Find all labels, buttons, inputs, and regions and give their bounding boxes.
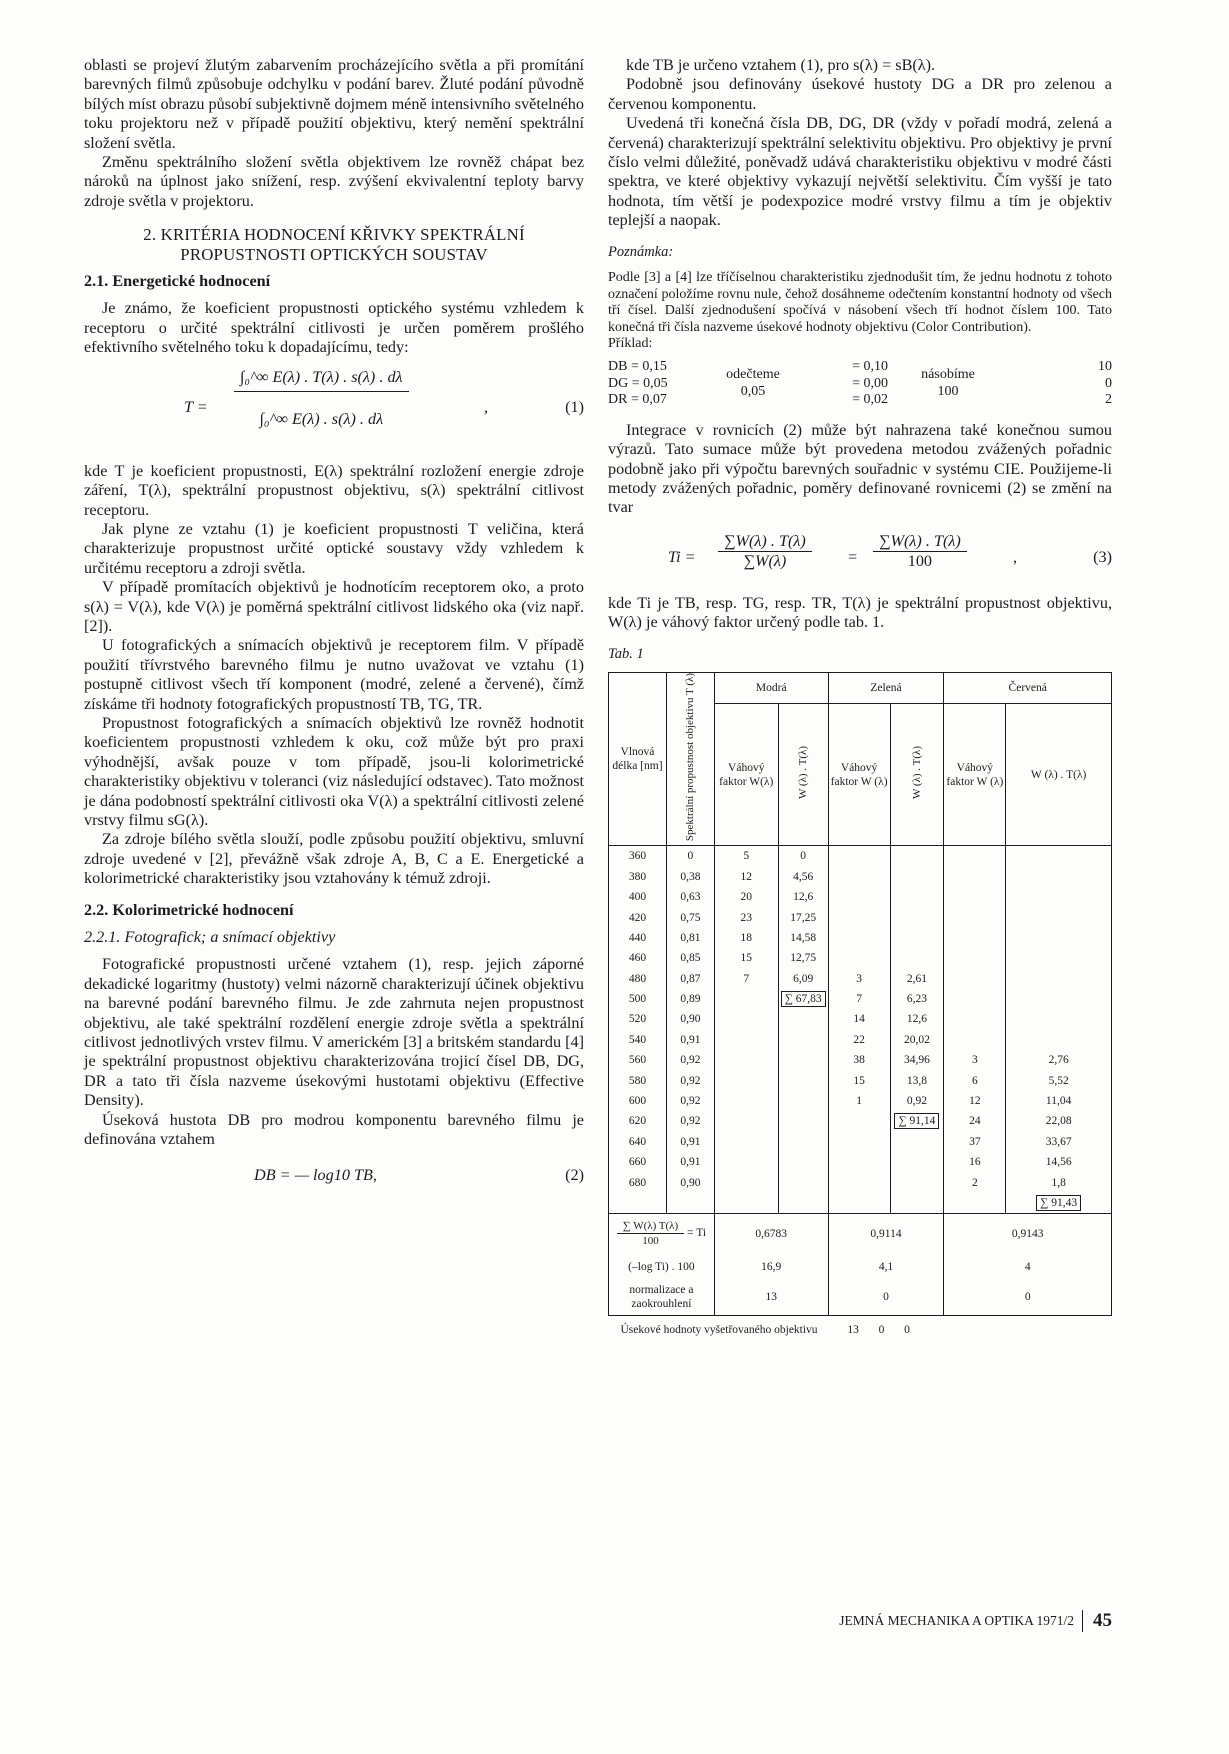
example-results xyxy=(998,359,1112,409)
sum-numerator: ∑ W(λ) T(λ) xyxy=(617,1219,684,1234)
table-cell xyxy=(944,928,1006,948)
table-cell xyxy=(778,1030,828,1050)
table-row xyxy=(609,907,1112,927)
paragraph: kde T je koeficient propustnosti, E(λ) spektrální rozložení energie zdroje záření, T(λ), spektrální propustnost objektivu, s(λ) spektrální citlivost receptoru. xyxy=(84,461,584,519)
table-cell xyxy=(828,887,890,907)
table-row xyxy=(609,1070,1112,1090)
table-cell xyxy=(828,1132,890,1152)
table-cell: 7 xyxy=(714,969,778,989)
paragraph: Uvedená tři konečná čísla DB, DG, DR (vždy v pořadí modrá, zelená a červená) charakterizují spektrální selektivitu objektivu. Pro objektivy je první číslo velmi důležité, poněvadž udává charakteristiku objektivu v modré části spektra, ve které objektivy vykazují největší selektivitu. Čím vyšší je tato hodnota, tím větší je podexpozice modré vrstvy filmu a tím je objektiv teplejší a naopak. xyxy=(608,114,1112,230)
table-cell xyxy=(890,928,944,948)
table-label: Tab. 1 xyxy=(608,645,644,662)
table-cell xyxy=(890,1172,944,1192)
subsubsection-heading: 2.2.1. Fotografick; a snímací objektivy xyxy=(84,928,336,947)
table-cell: 0,89 xyxy=(666,989,714,1009)
table-cell: 6,23 xyxy=(890,989,944,1009)
table-cell xyxy=(944,1009,1006,1029)
table-cell: 440 xyxy=(609,928,667,948)
paragraph: Změnu spektrálního složení světla objektivem lze rovněž chápat bez nároků na úplnost jako snížení, resp. zvýšení ekvivalentní teploty barvy zdroje světla v projektoru. xyxy=(84,153,584,210)
table-cell: 11,04 xyxy=(1006,1091,1112,1111)
table-cell: 2,76 xyxy=(1006,1050,1112,1070)
table-cell xyxy=(778,1193,828,1214)
table-cell: 12,75 xyxy=(778,948,828,968)
norm-value: 13 xyxy=(714,1280,828,1316)
equation-denominator: ∫₀^∞ E(λ) . s(λ) . dλ xyxy=(259,410,384,429)
data-table xyxy=(608,672,1112,1344)
example-value: 2 xyxy=(1105,392,1112,408)
table-cell xyxy=(778,1172,828,1192)
table-cell: 1 xyxy=(828,1091,890,1111)
table-cell xyxy=(828,1193,890,1214)
table-row xyxy=(609,1030,1112,1050)
table-cell: 23 xyxy=(714,907,778,927)
table-cell xyxy=(714,1009,778,1029)
equation-1 xyxy=(84,364,584,456)
table-cell xyxy=(1006,907,1112,927)
table-cell xyxy=(890,846,944,867)
table-cell: 0,92 xyxy=(666,1111,714,1131)
equation-lhs: Ti = xyxy=(668,547,696,566)
table-cell xyxy=(890,867,944,887)
paragraph: Propustnost fotografických a snímacích objektivů lze rovněž hodnotit koeficientem propustnosti vzhledem k oku, což může být pro praxi výhodnější, avšak pouze v tom případě, jsou-li kolorimetrické charakteristiky objektivu v toleranci (viz následující odstavec). Tato možnost je dána podobností spektrální citlivosti oka V(λ) a spektrální citlivosti zelené vrstvy filmu sG(λ). xyxy=(84,713,584,829)
group-header: Červená xyxy=(944,673,1112,704)
table-row xyxy=(609,846,1112,867)
table-cell xyxy=(944,948,1006,968)
table-cell xyxy=(890,948,944,968)
page-number: 45 xyxy=(1082,1610,1112,1632)
table-cell: 14,56 xyxy=(1006,1152,1112,1172)
example-value: = 0,00 xyxy=(852,375,888,391)
table-cell: 20 xyxy=(714,887,778,907)
table-cell: 3 xyxy=(944,1050,1006,1070)
example-multiply xyxy=(898,359,998,409)
table-cell xyxy=(890,887,944,907)
example-block xyxy=(608,359,1112,409)
column-header: Vlnová délka [nm] xyxy=(609,673,667,846)
table-row xyxy=(609,928,1112,948)
column-header xyxy=(778,704,828,846)
example-value: 0 xyxy=(1105,375,1112,391)
table-cell: 0,92 xyxy=(666,1091,714,1111)
equation-equals: = xyxy=(848,547,858,566)
table-cell: 5,52 xyxy=(1006,1070,1112,1090)
final-value: 0 xyxy=(904,1323,910,1336)
norm-value: 0 xyxy=(944,1280,1112,1316)
table-cell: 580 xyxy=(609,1070,667,1090)
table-row xyxy=(609,969,1112,989)
table-row xyxy=(609,887,1112,907)
table-cell xyxy=(778,1132,828,1152)
equation-number: (3) xyxy=(1093,547,1112,566)
example-value: = 0,10 xyxy=(852,359,888,375)
equation-numerator: ∑W(λ) . T(λ) xyxy=(718,532,812,552)
table-cell: 540 xyxy=(609,1030,667,1050)
final-value: 0 xyxy=(878,1323,885,1336)
sum-denominator: 100 xyxy=(642,1235,659,1248)
table-cell xyxy=(1006,887,1112,907)
paragraph: Fotografické propustnosti určené vztahem (1), resp. jejich záporné dekadické logaritmy (hustoty) velmi názorně charakterizují účinek objektivu na barevné podání barevného filmu. Je zde zahrnuta nejen propustnost objektivu, ale také spektrální rozdělení energie zdroje světla a spektrální citlivost jednotlivých vrstev filmu. V americkém [3] a britském standardu [4] je spektrální propustnost objektivu charakterizována trojicí čísel DB, DG, DR a tato tři čísla nazveme úsekovými hustotami objektivu (Effective Density). xyxy=(84,955,584,1110)
table-cell xyxy=(890,907,944,927)
equation-comma: , xyxy=(1013,547,1018,566)
example-value: DR = 0,07 xyxy=(608,392,667,408)
table-cell: 500 xyxy=(609,989,667,1009)
paragraph: Jak plyne ze vztahu (1) je koeficient propustnosti T veličina, která charakterizuje propustnost určité optické soustavy vždy vzhledem k určitému receptoru a zdroji světla. xyxy=(84,519,584,577)
table-row xyxy=(609,1152,1112,1172)
table-cell: 600 xyxy=(609,1091,667,1111)
column-header-text: W (λ) . T(λ) xyxy=(910,746,923,800)
table-cell: 620 xyxy=(609,1111,667,1131)
table-row xyxy=(609,1091,1112,1111)
equation-numerator: ∑W(λ) . T(λ) xyxy=(873,532,967,552)
table-cell xyxy=(890,1132,944,1152)
table-cell: 460 xyxy=(609,948,667,968)
table-cell: 14,58 xyxy=(778,928,828,948)
table-cell xyxy=(944,846,1006,867)
table-row xyxy=(609,989,1112,1009)
table-cell xyxy=(714,1050,778,1070)
table-cell xyxy=(1006,969,1112,989)
paragraph: Podobně jsou definovány úsekové hustoty DG a DR pro zelenou a červenou komponentu. xyxy=(608,75,1112,113)
table-cell: 13,8 xyxy=(890,1070,944,1090)
table-cell: 17,25 xyxy=(778,907,828,927)
table-cell: 660 xyxy=(609,1152,667,1172)
table-cell: 520 xyxy=(609,1009,667,1029)
paragraph: U fotografických a snímacích objektivů je receptorem film. V případě použití třívrstvého barevného filmu je nutno uvažovat ve vztahu (1) postupně citlivost všech tří komponent (modré, zelené a červené), čímž získáme tři hodnoty fotografických propustností TB, TG, TR. xyxy=(84,636,584,713)
table-cell xyxy=(714,1030,778,1050)
table-cell: 0,38 xyxy=(666,867,714,887)
final-row xyxy=(609,1316,1112,1344)
table-cell: 33,67 xyxy=(1006,1132,1112,1152)
equation-number: (1) xyxy=(565,397,584,416)
equation-fraction xyxy=(718,532,812,572)
example-operand: 100 xyxy=(937,383,959,399)
sum-equals: = Ti xyxy=(687,1227,707,1240)
paragraph: V případě promítacích objektivů je hodnotícím receptorem oko, a proto s(λ) = V(λ), kde V(λ) je poměrná spektrální citlivost lidského oka (viz např. [2]). xyxy=(84,578,584,635)
table-cell xyxy=(1006,948,1112,968)
note-label: Poznámka: xyxy=(608,243,674,260)
table-cell xyxy=(778,1111,828,1131)
table-cell: 400 xyxy=(609,887,667,907)
table-cell: 0 xyxy=(666,846,714,867)
table-cell xyxy=(828,867,890,887)
sum-label xyxy=(609,1214,715,1254)
paragraph: Úseková hustota DB pro modrou komponentu barevného filmu je definována vztahem xyxy=(84,1110,584,1149)
left-column xyxy=(84,56,584,1198)
table-cell xyxy=(890,1193,944,1214)
table-body xyxy=(609,846,1112,1214)
table-cell xyxy=(778,1091,828,1111)
column-header-text: W (λ) . T(λ) xyxy=(797,746,810,800)
table-cell xyxy=(714,1070,778,1090)
equation-lhs: T = xyxy=(184,397,208,416)
table-cell xyxy=(666,1193,714,1214)
group-header: Zelená xyxy=(828,673,944,704)
table-cell xyxy=(944,907,1006,927)
final-label: Úsekové hodnoty vyšetřovaného objektivu xyxy=(620,1323,818,1336)
equation-number: (2) xyxy=(565,1165,584,1184)
example-label: Příklad: xyxy=(608,336,653,352)
table-cell xyxy=(944,989,1006,1009)
table-cell xyxy=(828,1172,890,1192)
table-cell: 7 xyxy=(828,989,890,1009)
column-header-text: Spektrální propustnost objektivu T (λ) xyxy=(684,673,697,842)
table-row xyxy=(609,1132,1112,1152)
table-cell xyxy=(1006,846,1112,867)
table-cell: 37 xyxy=(944,1132,1006,1152)
sum-value: 0,9114 xyxy=(828,1214,944,1254)
column-header: W (λ) . T(λ) xyxy=(1006,704,1112,846)
table-cell: 480 xyxy=(609,969,667,989)
table-cell: 0,85 xyxy=(666,948,714,968)
table-row xyxy=(609,867,1112,887)
table-cell xyxy=(944,887,1006,907)
equation-3 xyxy=(608,530,1112,588)
table-cell xyxy=(714,1172,778,1192)
table-cell: 12 xyxy=(944,1091,1006,1111)
table-cell: 12,6 xyxy=(890,1009,944,1029)
table-cell: 360 xyxy=(609,846,667,867)
example-operand: 0,05 xyxy=(740,383,766,399)
column-sum: ∑ 91,43 xyxy=(1036,1195,1081,1211)
group-header: Modrá xyxy=(714,673,828,704)
example-subtract xyxy=(698,359,808,409)
table-cell xyxy=(714,1111,778,1131)
table-cell xyxy=(778,1009,828,1029)
table-cell xyxy=(828,1111,890,1131)
table-cell xyxy=(1006,1193,1112,1214)
table-cell: 24 xyxy=(944,1111,1006,1131)
table-cell xyxy=(778,1070,828,1090)
table-cell: 4,56 xyxy=(778,867,828,887)
column-header xyxy=(890,704,944,846)
section-heading-line: 2. KRITÉRIA HODNOCENÍ KŘIVKY SPEKTRÁLNÍ xyxy=(143,225,525,245)
example-operation: odečteme xyxy=(726,367,780,383)
table-cell: 0,87 xyxy=(666,969,714,989)
table-cell: 3 xyxy=(828,969,890,989)
table-cell xyxy=(714,1091,778,1111)
norm-value: 0 xyxy=(828,1280,944,1316)
table-cell: 0,91 xyxy=(666,1132,714,1152)
journal-name: JEMNÁ MECHANIKA A OPTIKA 1971/2 xyxy=(839,1613,1074,1628)
log-value: 16,9 xyxy=(714,1254,828,1280)
table-cell xyxy=(714,1193,778,1214)
table-cell: 0,63 xyxy=(666,887,714,907)
table-cell xyxy=(714,1152,778,1172)
paragraph: kde TB je určeno vztahem (1), pro s(λ) = sB(λ). xyxy=(626,56,936,74)
table-cell: 2,61 xyxy=(890,969,944,989)
table-cell: 22 xyxy=(828,1030,890,1050)
log-value: 4 xyxy=(944,1254,1112,1280)
table-row xyxy=(609,1172,1112,1192)
page-footer xyxy=(839,1610,1112,1632)
table-cell: 5 xyxy=(714,846,778,867)
log-value: 4,1 xyxy=(828,1254,944,1280)
sum-value: 0,6783 xyxy=(714,1214,828,1254)
table-cell xyxy=(1006,1030,1112,1050)
table-cell: 680 xyxy=(609,1172,667,1192)
paragraph: Integrace v rovnicích (2) může být nahrazena také konečnou sumou výrazů. Tato sumace může být provedena metodou zvážených pořadnic podobně jako při výpočtu barevných souřadnic v systému CIE. Použijeme-li metody zvážených pořadnic, poměry definované rovnicemi (2) se změní na tvar xyxy=(608,420,1112,517)
table-cell: 0,75 xyxy=(666,907,714,927)
equation-fraction xyxy=(234,368,409,430)
table-cell xyxy=(828,928,890,948)
column-sum: ∑ 67,83 xyxy=(781,991,826,1007)
section-heading xyxy=(84,225,584,264)
table-cell: 18 xyxy=(714,928,778,948)
table-cell xyxy=(778,1050,828,1070)
table-cell: 16 xyxy=(944,1152,1006,1172)
section-heading-line: PROPUSTNOSTI OPTICKÝCH SOUSTAV xyxy=(180,244,488,264)
table-cell: 34,96 xyxy=(890,1050,944,1070)
table-cell xyxy=(828,1152,890,1172)
table-cell: 0,90 xyxy=(666,1009,714,1029)
table-cell: 0,91 xyxy=(666,1152,714,1172)
example-d-values xyxy=(608,359,698,409)
table-cell xyxy=(890,1111,944,1131)
example-mid-values xyxy=(808,359,898,409)
table-cell xyxy=(944,1030,1006,1050)
table-cell: 22,08 xyxy=(1006,1111,1112,1131)
norm-label: normalizace a zaokrouhlení xyxy=(609,1280,715,1316)
table-cell xyxy=(778,1152,828,1172)
table-cell xyxy=(890,1152,944,1172)
table-row xyxy=(609,1193,1112,1214)
paragraph: Za zdroje bílého světla slouží, podle způsobu použití objektivu, smluvní zdroje uvedené v [2], převážně však zdroje A, B, C a E. Energetické a kolorimetrické charakteristiky jsou vztahovány k témuž zdroji. xyxy=(84,830,584,888)
subsection-heading: 2.2. Kolorimetrické hodnocení xyxy=(84,900,294,919)
table-cell: 14 xyxy=(828,1009,890,1029)
table-cell xyxy=(1006,1009,1112,1029)
table-cell: 420 xyxy=(609,907,667,927)
table-cell: 0,91 xyxy=(666,1030,714,1050)
paragraph: oblasti se projeví žlutým zabarvením procházejícího světla a při promítání barevných filmů způsobuje odchylku v podání barev. Žluté podání původně bílých míst obrazu působí subjektivně dojmem méně intensivního světelného toku projektoru než v případě použití objektivu, který nemění spektrální složení světla. xyxy=(84,56,584,152)
table-row xyxy=(609,1009,1112,1029)
log-label: (–log Ti) . 100 xyxy=(609,1254,715,1280)
table-cell: 6,09 xyxy=(778,969,828,989)
column-header xyxy=(666,673,714,846)
table-cell: 15 xyxy=(828,1070,890,1090)
sum-value: 0,9143 xyxy=(944,1214,1112,1254)
equation-numerator: ∫₀^∞ E(λ) . T(λ) . s(λ) . dλ xyxy=(234,368,409,392)
table-cell: 2 xyxy=(944,1172,1006,1192)
table-cell: 12,6 xyxy=(778,887,828,907)
column-header: Váhový faktor W (λ) xyxy=(944,704,1006,846)
table-cell xyxy=(828,948,890,968)
table-cell xyxy=(944,1193,1006,1214)
column-header: Váhový faktor W(λ) xyxy=(714,704,778,846)
table-cell: 15 xyxy=(714,948,778,968)
column-sum: ∑ 91,14 xyxy=(894,1113,939,1129)
paragraph: kde Ti je TB, resp. TG, resp. TR, T(λ) je spektrální propustnost objektivu, W(λ) je váhový faktor určený podle tab. 1. xyxy=(608,593,1112,632)
table-cell xyxy=(1006,928,1112,948)
example-value: = 0,02 xyxy=(852,392,888,408)
table-cell: 560 xyxy=(609,1050,667,1070)
table-cell xyxy=(828,907,890,927)
table-cell xyxy=(944,867,1006,887)
table-cell: 0,90 xyxy=(666,1172,714,1192)
note-text: Podle [3] a [4] lze tříčíselnou charakteristiku zjednodušit tím, že jednu hodnotu z tohoto označení položíme rovnu nule, čehož dosáhneme odečtením konstantní hodnoty od všech tří čísel. Další zjednodušení spočívá v násobení všech tří hodnot číslem 100. Tato konečná tři čísla nazveme úsekové hodnoty objektivu (Color Contribution). xyxy=(608,270,1112,335)
table-cell: 1,8 xyxy=(1006,1172,1112,1192)
table-cell xyxy=(778,989,828,1009)
table-cell xyxy=(609,1193,667,1214)
equation-fraction xyxy=(873,532,967,572)
table-cell: 38 xyxy=(828,1050,890,1070)
equation-comma: , xyxy=(484,397,489,416)
table-cell xyxy=(828,846,890,867)
table-cell: 20,02 xyxy=(890,1030,944,1050)
paragraph: Je známo, že koeficient propustnosti optického systému vzhledem k receptoru o určité spektrální citlivosti je určen poměrem prošlého efektivního světelného toku k dopadajícímu, tedy: xyxy=(84,299,584,357)
table-row xyxy=(609,1050,1112,1070)
example-value: DG = 0,05 xyxy=(608,375,668,391)
table-cell xyxy=(944,969,1006,989)
table-cell: 0,81 xyxy=(666,928,714,948)
example-value: DB = 0,15 xyxy=(608,359,667,375)
equation-2 xyxy=(84,1162,584,1192)
column-header: Váhový faktor W (λ) xyxy=(828,704,890,846)
equation-body: DB = — log10 TB, xyxy=(254,1165,377,1184)
table-cell: 0,92 xyxy=(666,1050,714,1070)
final-value: 13 xyxy=(847,1323,859,1336)
table-cell: 0,92 xyxy=(890,1091,944,1111)
table-cell: 640 xyxy=(609,1132,667,1152)
table-cell: 380 xyxy=(609,867,667,887)
subsection-heading: 2.1. Energetické hodnocení xyxy=(84,272,271,291)
table-cell xyxy=(1006,989,1112,1009)
example-value: 10 xyxy=(1098,359,1112,375)
right-column xyxy=(608,56,1112,1344)
table-row xyxy=(609,1111,1112,1131)
table-cell: 12 xyxy=(714,867,778,887)
table-cell xyxy=(714,1132,778,1152)
table-cell: 0,92 xyxy=(666,1070,714,1090)
example-operation: násobíme xyxy=(921,367,975,383)
table-cell: 6 xyxy=(944,1070,1006,1090)
table-row xyxy=(609,948,1112,968)
equation-denominator: 100 xyxy=(907,552,933,571)
equation-denominator: ∑W(λ) xyxy=(743,552,787,571)
table-cell xyxy=(1006,867,1112,887)
table-cell: 0 xyxy=(778,846,828,867)
table-cell xyxy=(714,989,778,1009)
